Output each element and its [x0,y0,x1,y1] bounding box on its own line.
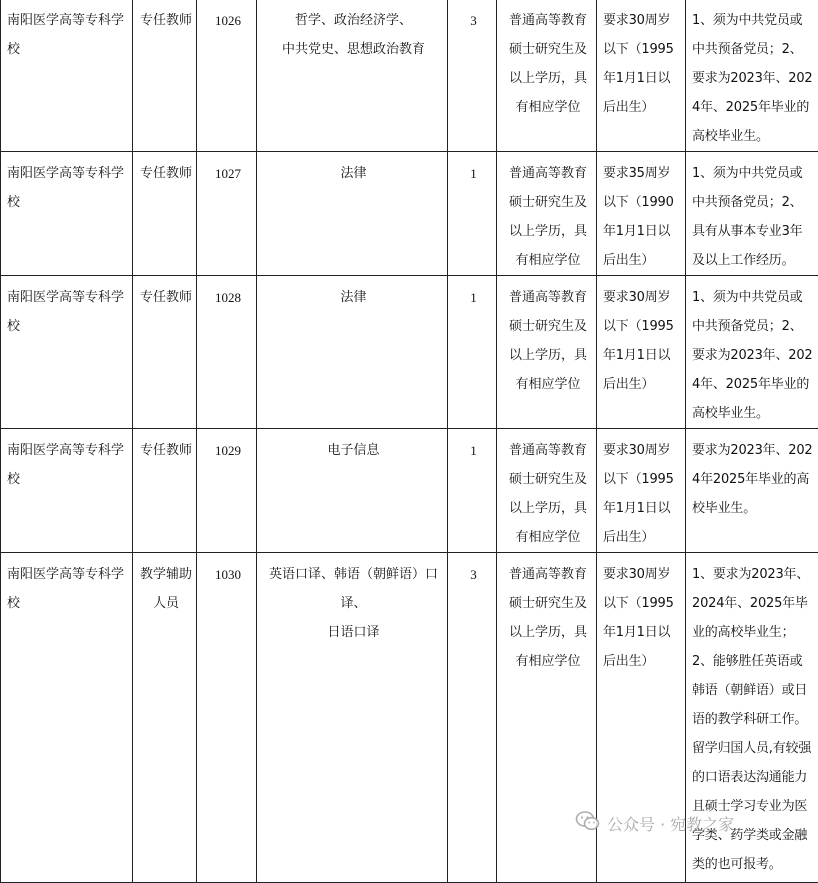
requirements-cell: 1、须为中共党员或中共预备党员；2、要求为2023年、2024年、2025年毕业的高校毕业生。 [686,0,818,152]
code-cell: 1029 [197,429,257,553]
count-cell: 3 [448,553,497,883]
major-line: 英语口译、韩语（朝鲜语）口译、 [269,567,438,611]
age-cell: 要求30周岁以下（1995年1月1日以后出生） [597,276,686,429]
education-cell: 普通高等教育硕士研究生及以上学历，具有相应学位 [497,553,597,883]
position-cell: 专任教师 [133,429,197,553]
table-row [1,276,818,429]
requirements-cell: 1、须为中共党员或中共预备党员；2、具有从事本专业3年及以上工作经历。 [686,152,818,276]
age-cell: 要求30周岁以下（1995年1月1日以后出生） [597,553,686,883]
school-cell: 南阳医学高等专科学校 [1,276,133,429]
position-cell: 专任教师 [133,152,197,276]
school-cell: 南阳医学高等专科学校 [1,0,133,152]
major-line: 中共党史、思想政治教育 [263,35,444,64]
school-cell: 南阳医学高等专科学校 [1,152,133,276]
table-row [1,152,818,276]
code-cell: 1030 [197,553,257,883]
wechat-watermark [575,808,734,838]
position-cell: 专任教师 [133,0,197,152]
wechat-icon [575,808,601,838]
position-cell: 教学辅助人员 [133,553,197,883]
major-line: 哲学、政治经济学、 [263,6,444,35]
age-cell: 要求30周岁以下（1995年1月1日以后出生） [597,429,686,553]
education-cell: 普通高等教育硕士研究生及以上学历，具有相应学位 [497,152,597,276]
position-cell: 专任教师 [133,276,197,429]
code-cell: 1028 [197,276,257,429]
major-cell [257,276,448,429]
age-cell: 要求35周岁以下（1990年1月1日以后出生） [597,152,686,276]
code-cell: 1026 [197,0,257,152]
code-cell: 1027 [197,152,257,276]
education-cell: 普通高等教育硕士研究生及以上学历，具有相应学位 [497,429,597,553]
requirements-cell: 1、须为中共党员或中共预备党员；2、要求为2023年、2024年、2025年毕业的高校毕业生。 [686,276,818,429]
count-cell: 1 [448,276,497,429]
major-line: 法律 [263,159,444,188]
education-cell: 普通高等教育硕士研究生及以上学历，具有相应学位 [497,0,597,152]
major-cell [257,152,448,276]
requirements-cell: 1、要求为2023年、2024年、2025年毕业的高校毕业生；2、能够胜任英语或韩语（朝鲜语）或日语的教学科研工作。留学归国人员,有较强的口语表达沟通能力且硕士学习专业为医学类、药学类或金融类的也可报考。 [686,553,818,883]
watermark-label: 公众号 · 宛教之家 [607,812,734,835]
age-cell: 要求30周岁以下（1995年1月1日以后出生） [597,0,686,152]
table-row [1,429,818,553]
major-line: 法律 [263,283,444,312]
education-cell: 普通高等教育硕士研究生及以上学历，具有相应学位 [497,276,597,429]
count-cell: 1 [448,429,497,553]
school-cell: 南阳医学高等专科学校 [1,553,133,883]
count-cell: 3 [448,0,497,152]
table-row [1,0,818,152]
count-cell: 1 [448,152,497,276]
requirements-cell: 要求为2023年、2024年2025年毕业的高校毕业生。 [686,429,818,553]
school-cell: 南阳医学高等专科学校 [1,429,133,553]
major-cell [257,0,448,152]
major-cell [257,553,448,883]
major-line: 日语口译 [263,618,444,647]
major-line: 电子信息 [263,436,444,465]
major-cell [257,429,448,553]
